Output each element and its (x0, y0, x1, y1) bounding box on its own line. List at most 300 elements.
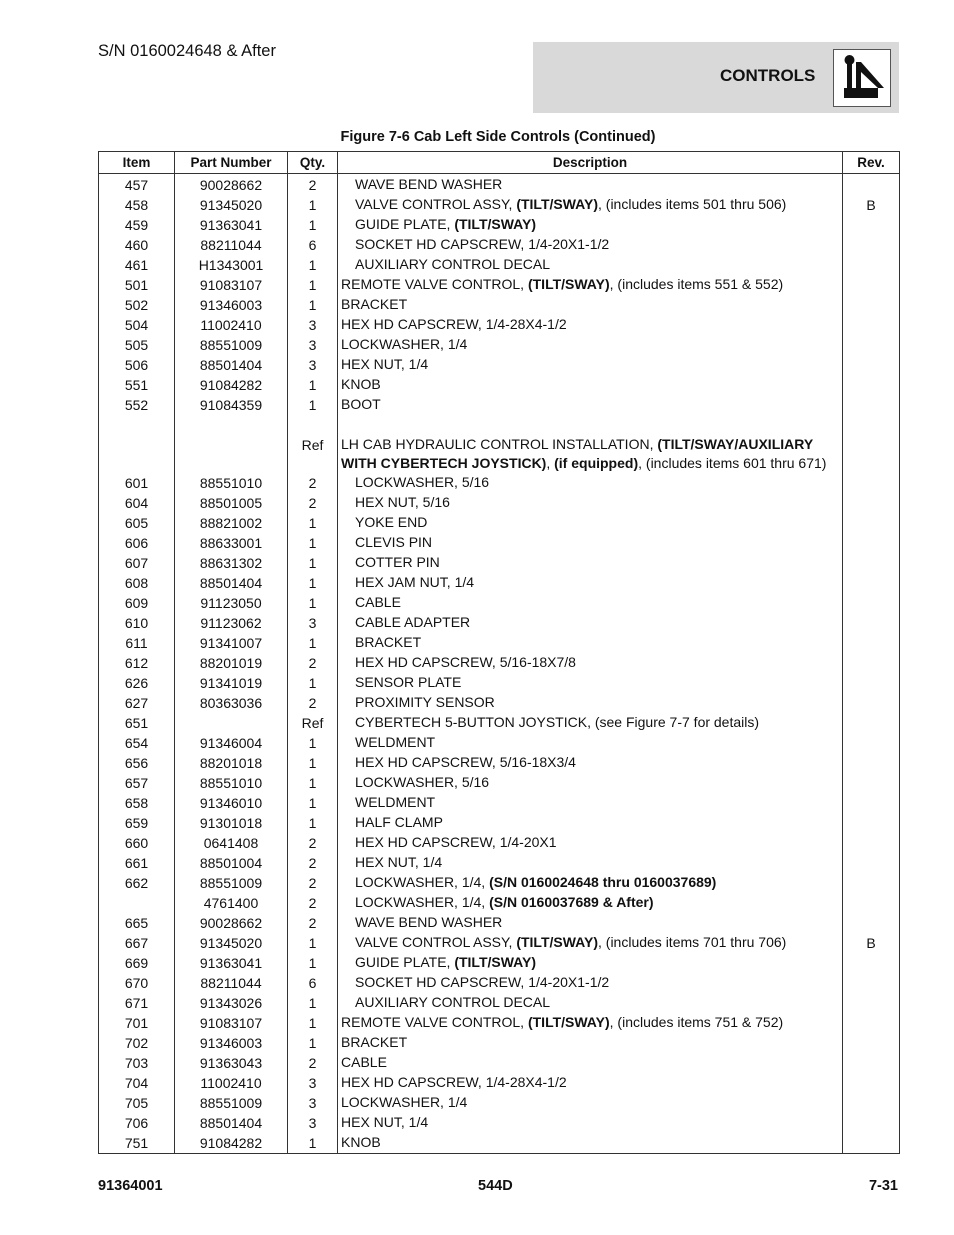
description-text: HEX NUT, 1/4 (341, 1114, 429, 1130)
description-line (341, 1033, 842, 1052)
description-cell (338, 693, 843, 713)
description-cell (338, 813, 843, 833)
item-number-cell: 611 (99, 633, 175, 653)
description-qualifier: (TILT/SWAY) (454, 954, 536, 970)
column-header-item: Item (99, 152, 175, 174)
part-number-cell: 4761400 (175, 893, 288, 913)
table-row (99, 513, 900, 533)
description-line (355, 633, 842, 652)
column-header-part-number: Part Number (175, 152, 288, 174)
description-text: AUXILIARY CONTROL DECAL (355, 256, 551, 272)
serial-number: S/N 0160024648 & After (98, 42, 276, 60)
description-cell (338, 493, 843, 513)
part-number-cell: 91084282 (175, 375, 288, 395)
revision-cell (843, 235, 900, 255)
description-cell (338, 713, 843, 733)
table-row (99, 573, 900, 593)
part-number-cell: 88633001 (175, 533, 288, 553)
description-line (341, 435, 842, 454)
description-text: PROXIMITY SENSOR (355, 694, 495, 710)
item-number-cell: 459 (99, 215, 175, 235)
description-cell (338, 315, 843, 335)
revision-cell (843, 275, 900, 295)
description-text: SENSOR PLATE (355, 674, 462, 690)
table-row (99, 395, 900, 415)
part-number-cell: 91341019 (175, 673, 288, 693)
table-row (99, 335, 900, 355)
description-line (355, 773, 842, 792)
section-header (533, 42, 899, 113)
description-qualifier: (S/N 0160037689 & After) (489, 894, 654, 910)
revision-cell (843, 1073, 900, 1093)
revision-cell (843, 593, 900, 613)
description-text: CABLE (341, 1054, 387, 1070)
description-cell (338, 335, 843, 355)
item-number-cell: 703 (99, 1053, 175, 1073)
description-text: BRACKET (341, 1034, 408, 1050)
description-text: , (includes items 751 & 752) (609, 1014, 784, 1030)
description-text: LOCKWASHER, 1/4 (341, 1094, 468, 1110)
description-line (355, 873, 842, 892)
item-number-cell: 612 (99, 653, 175, 673)
item-number-cell: 610 (99, 613, 175, 633)
item-number-cell: 626 (99, 673, 175, 693)
quantity-cell: 1 (288, 513, 338, 533)
description-cell (338, 235, 843, 255)
description-text: HEX HD CAPSCREW, 5/16-18X3/4 (355, 754, 576, 770)
description-text: CYBERTECH 5-BUTTON JOYSTICK, (see Figure 7-7 for details) (355, 714, 760, 730)
footer-page-number: 7-31 (868, 1178, 898, 1194)
item-number-cell: 606 (99, 533, 175, 553)
description-line (341, 355, 842, 374)
description-cell (338, 1073, 843, 1093)
table-row (99, 275, 900, 295)
description-line (355, 573, 842, 592)
revision-cell (843, 953, 900, 973)
quantity-cell: Ref (288, 713, 338, 733)
quantity-cell: 1 (288, 295, 338, 315)
quantity-cell: 1 (288, 993, 338, 1013)
revision-cell (843, 215, 900, 235)
description-cell (338, 533, 843, 553)
revision-cell (843, 493, 900, 513)
table-row (99, 1093, 900, 1113)
description-text: BOOT (341, 396, 381, 412)
part-number-cell: 88821002 (175, 513, 288, 533)
description-cell (338, 1013, 843, 1033)
description-line (341, 375, 842, 394)
description-text: VALVE CONTROL ASSY, (355, 196, 517, 212)
quantity-cell: 2 (288, 653, 338, 673)
quantity-cell: 1 (288, 953, 338, 973)
item-number-cell: 458 (99, 195, 175, 215)
table-row (99, 853, 900, 873)
description-text: HEX HD CAPSCREW, 1/4-28X4-1/2 (341, 1074, 567, 1090)
description-cell (338, 1093, 843, 1113)
table-row (99, 613, 900, 633)
quantity-cell: 1 (288, 733, 338, 753)
description-cell (338, 513, 843, 533)
revision-cell (843, 1133, 900, 1154)
quantity-cell: 2 (288, 913, 338, 933)
table-row (99, 913, 900, 933)
description-line (355, 813, 842, 832)
item-number-cell: 670 (99, 973, 175, 993)
quantity-cell: 2 (288, 693, 338, 713)
description-line (355, 175, 842, 194)
revision-cell (843, 973, 900, 993)
description-line (355, 533, 842, 552)
part-number-cell: 88211044 (175, 973, 288, 993)
item-number-cell: 457 (99, 174, 175, 196)
description-qualifier: WITH CYBERTECH JOYSTICK) (341, 455, 547, 471)
description-line (355, 893, 842, 912)
part-number-cell: 91083107 (175, 275, 288, 295)
description-cell (338, 295, 843, 315)
quantity-cell: 1 (288, 1013, 338, 1033)
table-row (99, 593, 900, 613)
description-line (341, 1133, 842, 1152)
revision-cell (843, 335, 900, 355)
item-number-cell: 627 (99, 693, 175, 713)
item-number-cell: 604 (99, 493, 175, 513)
description-qualifier: (TILT/SWAY) (516, 196, 598, 212)
description-text: LOCKWASHER, 5/16 (355, 774, 490, 790)
description-text: YOKE END (355, 514, 428, 530)
item-number-cell: 701 (99, 1013, 175, 1033)
description-line (341, 295, 842, 314)
revision-cell (843, 733, 900, 753)
description-line (355, 255, 842, 274)
description-text: CABLE (355, 594, 401, 610)
description-line (355, 793, 842, 812)
revision-cell (843, 993, 900, 1013)
description-text: CABLE ADAPTER (355, 614, 471, 630)
revision-cell (843, 174, 900, 196)
quantity-cell: 2 (288, 493, 338, 513)
description-text: , (includes items 701 thru 706) (598, 934, 787, 950)
item-number-cell: 651 (99, 713, 175, 733)
quantity-cell: 6 (288, 973, 338, 993)
revision-cell (843, 573, 900, 593)
description-text: HALF CLAMP (355, 814, 443, 830)
quantity-cell: 1 (288, 673, 338, 693)
table-row (99, 235, 900, 255)
description-text: SOCKET HD CAPSCREW, 1/4-20X1-1/2 (355, 236, 610, 252)
revision-cell (843, 753, 900, 773)
item-number-cell: 657 (99, 773, 175, 793)
description-text: WAVE BEND WASHER (355, 914, 503, 930)
revision-cell (843, 375, 900, 395)
description-line (355, 733, 842, 752)
description-text: HEX NUT, 1/4 (355, 854, 443, 870)
description-text: HEX HD CAPSCREW, 5/16-18X7/8 (355, 654, 576, 670)
revision-cell (843, 773, 900, 793)
quantity-cell: 1 (288, 813, 338, 833)
description-cell (338, 415, 843, 435)
description-cell (338, 733, 843, 753)
description-line (355, 693, 842, 712)
quantity-cell: 3 (288, 1093, 338, 1113)
description-line (355, 235, 842, 254)
quantity-cell: 1 (288, 1033, 338, 1053)
part-number-cell (175, 415, 288, 435)
revision-cell (843, 793, 900, 813)
revision-cell (843, 553, 900, 573)
description-cell (338, 933, 843, 953)
revision-cell (843, 415, 900, 435)
table-row (99, 473, 900, 493)
description-text: VALVE CONTROL ASSY, (355, 934, 517, 950)
quantity-cell: 1 (288, 933, 338, 953)
part-number-cell: 91345020 (175, 195, 288, 215)
table-row (99, 1133, 900, 1154)
description-cell (338, 1033, 843, 1053)
description-line (341, 335, 842, 354)
table-row (99, 215, 900, 235)
part-number-cell: 91363043 (175, 1053, 288, 1073)
description-line (341, 1073, 842, 1092)
quantity-cell: 1 (288, 773, 338, 793)
table-row (99, 773, 900, 793)
revision-cell (843, 295, 900, 315)
description-qualifier: (TILT/SWAY/AUXILIARY (657, 436, 814, 452)
revision-cell (843, 833, 900, 853)
item-number-cell: 502 (99, 295, 175, 315)
description-text: LH CAB HYDRAULIC CONTROL INSTALLATION, (341, 436, 658, 452)
part-number-cell: 91341007 (175, 633, 288, 653)
revision-cell (843, 533, 900, 553)
quantity-cell: 1 (288, 195, 338, 215)
part-number-cell: 88551009 (175, 873, 288, 893)
item-number-cell: 702 (99, 1033, 175, 1053)
revision-cell (843, 713, 900, 733)
description-text: WELDMENT (355, 734, 436, 750)
quantity-cell: 1 (288, 255, 338, 275)
part-number-cell: 0641408 (175, 833, 288, 853)
quantity-cell: 2 (288, 853, 338, 873)
item-number-cell: 605 (99, 513, 175, 533)
parts-table-body (99, 174, 900, 1154)
joystick-control-icon (833, 49, 891, 107)
description-text: WAVE BEND WASHER (355, 176, 503, 192)
item-number-cell: 607 (99, 553, 175, 573)
description-text: GUIDE PLATE, (355, 954, 455, 970)
table-row (99, 753, 900, 773)
table-row (99, 415, 900, 435)
revision-cell (843, 913, 900, 933)
description-text: , (includes items 551 & 552) (609, 276, 784, 292)
description-text: , (includes items 501 thru 506) (598, 196, 787, 212)
table-row (99, 693, 900, 713)
revision-cell (843, 1093, 900, 1113)
part-number-cell: 80363036 (175, 693, 288, 713)
description-qualifier: (if equipped) (554, 455, 639, 471)
part-number-cell: 91301018 (175, 813, 288, 833)
table-row (99, 813, 900, 833)
description-line (341, 454, 842, 473)
description-qualifier: (TILT/SWAY) (527, 1014, 610, 1030)
quantity-cell: 3 (288, 335, 338, 355)
description-cell (338, 1113, 843, 1133)
revision-cell (843, 1013, 900, 1033)
table-row (99, 1073, 900, 1093)
table-row (99, 1033, 900, 1053)
table-row (99, 435, 900, 473)
description-line (355, 613, 842, 632)
table-header-row (99, 152, 900, 174)
description-text: , (includes items 601 thru 671) (638, 455, 827, 471)
part-number-cell: 11002410 (175, 1073, 288, 1093)
item-number-cell: 667 (99, 933, 175, 953)
footer-model: 544D (478, 1178, 513, 1194)
quantity-cell: 1 (288, 1133, 338, 1154)
description-cell (338, 473, 843, 493)
part-number-cell: 88551009 (175, 1093, 288, 1113)
description-line (355, 833, 842, 852)
description-qualifier: (TILT/SWAY) (516, 934, 598, 950)
description-cell (338, 873, 843, 893)
part-number-cell: 90028662 (175, 174, 288, 196)
description-line (355, 215, 842, 234)
description-qualifier: (S/N 0160024648 thru 0160037689) (489, 874, 717, 890)
part-number-cell: 91084359 (175, 395, 288, 415)
revision-cell (843, 873, 900, 893)
quantity-cell: 1 (288, 593, 338, 613)
part-number-cell: 88501404 (175, 573, 288, 593)
quantity-cell: 2 (288, 833, 338, 853)
part-number-cell: 88211044 (175, 235, 288, 255)
quantity-cell: 3 (288, 315, 338, 335)
description-line (355, 653, 842, 672)
part-number-cell: 91084282 (175, 1133, 288, 1154)
description-cell (338, 753, 843, 773)
part-number-cell: 91346003 (175, 295, 288, 315)
table-row (99, 833, 900, 853)
table-row (99, 713, 900, 733)
parts-table (98, 151, 900, 1154)
description-cell (338, 833, 843, 853)
quantity-cell: 6 (288, 235, 338, 255)
description-line (355, 993, 842, 1012)
revision-cell (843, 813, 900, 833)
revision-cell (843, 355, 900, 375)
table-row (99, 375, 900, 395)
item-number-cell: 661 (99, 853, 175, 873)
part-number-cell: 91123062 (175, 613, 288, 633)
column-header-description: Description (338, 152, 843, 174)
footer-document-number: 91364001 (98, 1178, 163, 1194)
quantity-cell: 1 (288, 553, 338, 573)
part-number-cell: 88501404 (175, 1113, 288, 1133)
table-row (99, 553, 900, 573)
item-number-cell: 665 (99, 913, 175, 933)
quantity-cell: 1 (288, 395, 338, 415)
item-number-cell: 504 (99, 315, 175, 335)
description-line (341, 1093, 842, 1112)
quantity-cell: 2 (288, 473, 338, 493)
description-cell (338, 593, 843, 613)
description-line (341, 395, 842, 414)
description-cell (338, 355, 843, 375)
revision-cell (843, 1113, 900, 1133)
item-number-cell: 654 (99, 733, 175, 753)
description-cell (338, 913, 843, 933)
revision-cell (843, 255, 900, 275)
item-number-cell: 609 (99, 593, 175, 613)
description-text: KNOB (341, 1134, 381, 1150)
description-cell (338, 973, 843, 993)
quantity-cell: Ref (288, 435, 338, 473)
figure-title: Figure 7-6 Cab Left Side Controls (Continued) (340, 129, 656, 145)
description-text: CLEVIS PIN (355, 534, 433, 550)
part-number-cell: 91345020 (175, 933, 288, 953)
description-line (355, 673, 842, 692)
description-line (355, 853, 842, 872)
table-row (99, 493, 900, 513)
description-text: HEX HD CAPSCREW, 1/4-20X1 (355, 834, 557, 850)
description-text: REMOTE VALVE CONTROL, (341, 1014, 528, 1030)
item-number-cell: 658 (99, 793, 175, 813)
item-number-cell: 656 (99, 753, 175, 773)
revision-cell (843, 435, 900, 473)
revision-cell (843, 613, 900, 633)
description-cell (338, 435, 843, 473)
table-row (99, 255, 900, 275)
item-number-cell: 506 (99, 355, 175, 375)
item-number-cell: 608 (99, 573, 175, 593)
quantity-cell: 1 (288, 215, 338, 235)
part-number-cell: 88501005 (175, 493, 288, 513)
table-row (99, 315, 900, 335)
description-line (355, 553, 842, 572)
quantity-cell: 2 (288, 873, 338, 893)
table-row (99, 873, 900, 893)
description-text: AUXILIARY CONTROL DECAL (355, 994, 551, 1010)
table-row (99, 355, 900, 375)
description-line (355, 933, 842, 952)
table-row (99, 673, 900, 693)
description-text: LOCKWASHER, 1/4, (355, 874, 490, 890)
part-number-cell: 88631302 (175, 553, 288, 573)
section-title: CONTROLS (720, 66, 816, 85)
part-number-cell: 88201018 (175, 753, 288, 773)
table-row (99, 1113, 900, 1133)
description-cell (338, 953, 843, 973)
item-number-cell (99, 893, 175, 913)
table-row (99, 195, 900, 215)
description-line (355, 195, 842, 214)
description-text: KNOB (341, 376, 381, 392)
item-number-cell: 704 (99, 1073, 175, 1093)
item-number-cell: 706 (99, 1113, 175, 1133)
item-number-cell: 705 (99, 1093, 175, 1113)
item-number-cell: 751 (99, 1133, 175, 1154)
description-text: HEX JAM NUT, 1/4 (355, 574, 475, 590)
item-number-cell: 505 (99, 335, 175, 355)
part-number-cell: 91343026 (175, 993, 288, 1013)
revision-cell: B (843, 933, 900, 953)
item-number-cell: 659 (99, 813, 175, 833)
quantity-cell: 1 (288, 633, 338, 653)
quantity-cell: 3 (288, 613, 338, 633)
quantity-cell: 2 (288, 174, 338, 196)
revision-cell (843, 395, 900, 415)
description-cell (338, 853, 843, 873)
revision-cell (843, 1033, 900, 1053)
description-qualifier: (TILT/SWAY) (454, 216, 536, 232)
quantity-cell: 3 (288, 1073, 338, 1093)
